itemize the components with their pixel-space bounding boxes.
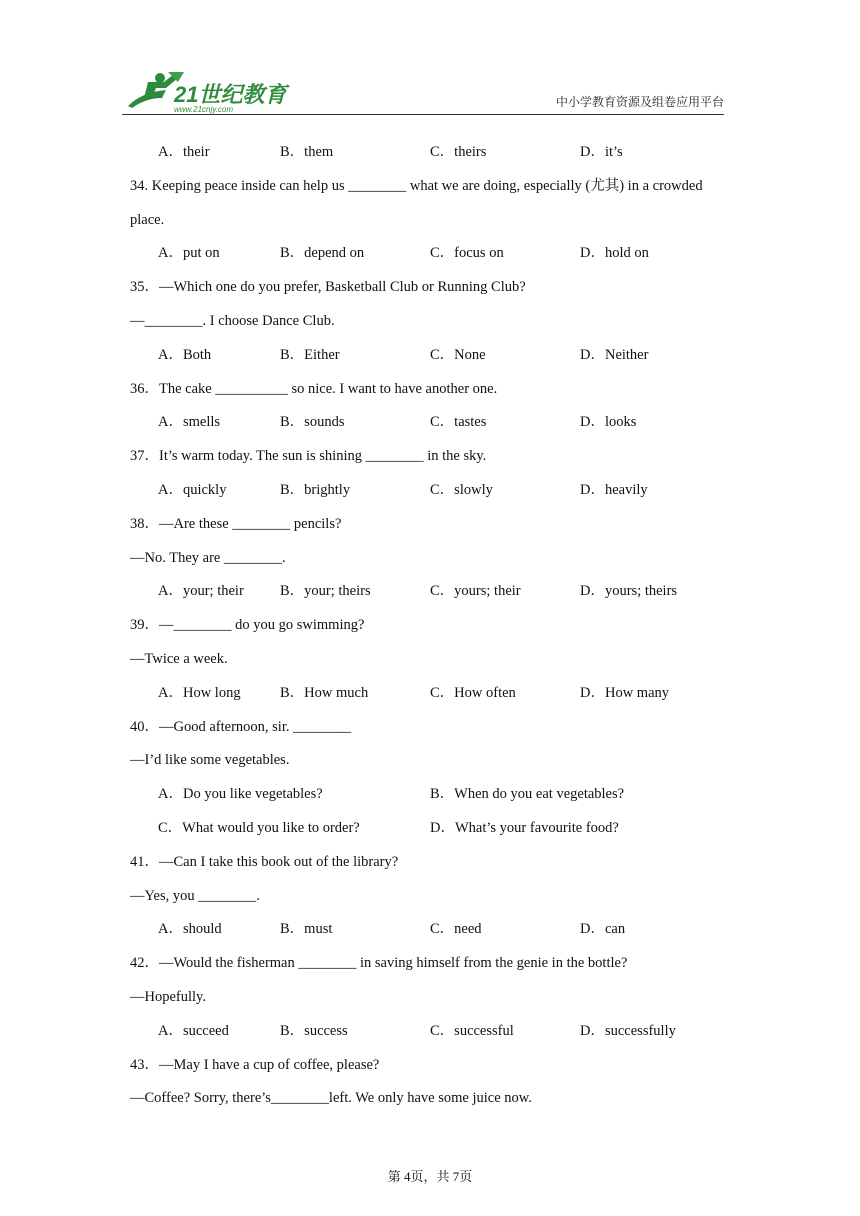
- q42-option-c[interactable]: C．successful: [430, 1022, 514, 1039]
- q38-option-b[interactable]: B．your; theirs: [280, 583, 371, 600]
- q37-option-b[interactable]: B．brightly: [280, 482, 351, 498]
- q40-options: [130, 818, 730, 838]
- q34-option-b[interactable]: B．depend on: [280, 245, 365, 262]
- q43-stem-line: 43．—May I have a cup of coffee, please?: [130, 1056, 380, 1073]
- q42-stem-line: 42．—Would the fisherman ________ in saving himself from the genie in the bottle?: [130, 955, 628, 972]
- q35-option-b[interactable]: B．Either: [280, 346, 340, 363]
- q42-stem-line: —Hopefully.: [130, 989, 206, 1005]
- q35-options: [130, 345, 730, 365]
- q38-option-a[interactable]: A．your; their: [158, 583, 244, 600]
- q34-option-a[interactable]: A．put on: [158, 245, 220, 262]
- q36-option-c[interactable]: C．tastes: [430, 414, 487, 431]
- q41-option-a[interactable]: A．should: [158, 921, 222, 938]
- q39-option-b[interactable]: B．How much: [280, 684, 369, 701]
- page-number: 第 4页，共 7页: [387, 1169, 473, 1184]
- q33-option-d[interactable]: D．it’s: [580, 144, 623, 160]
- q41-option-c[interactable]: C．need: [430, 921, 482, 938]
- q41-stem-line: —Yes, you ________.: [130, 887, 260, 904]
- q33-option-a[interactable]: A．their: [158, 144, 210, 160]
- q41-option-d[interactable]: D．can: [580, 921, 626, 938]
- q37-option-c[interactable]: C．slowly: [430, 482, 493, 498]
- q36-stem-line: 36．The cake __________ so nice. I want to have another one.: [130, 380, 498, 397]
- q39-option-a[interactable]: A．How long: [158, 684, 241, 701]
- 21cnjy-logo: [122, 68, 297, 114]
- q38-stem-line: —No. They are ________.: [130, 549, 286, 566]
- q36-option-d[interactable]: D．looks: [580, 414, 637, 431]
- q34-stem-line: 34. Keeping peace inside can help us ________ what we are doing, especially (尤其) in a crowded: [130, 177, 703, 194]
- q36-option-a[interactable]: A．smells: [158, 414, 221, 431]
- logo-text: 21世纪教育: [174, 82, 287, 107]
- q39-option-c[interactable]: C．How often: [430, 684, 516, 701]
- q36-option-b[interactable]: B．sounds: [280, 414, 345, 431]
- q33-option-c[interactable]: C．theirs: [430, 144, 487, 160]
- q42-options: [130, 1021, 730, 1041]
- q39-option-d[interactable]: D．How many: [580, 684, 670, 701]
- q39-stem-line: —Twice a week.: [130, 651, 228, 667]
- q40-option-a[interactable]: A．Do you like vegetables?: [158, 786, 323, 803]
- q40-option-b[interactable]: B．When do you eat vegetables?: [430, 786, 625, 803]
- q34-stem-line: place.: [130, 211, 165, 228]
- q39-options: [130, 683, 730, 703]
- q35-option-d[interactable]: D．Neither: [580, 346, 649, 363]
- q35-stem-line: —________. I choose Dance Club.: [130, 313, 335, 329]
- q33-option-b[interactable]: B．them: [280, 144, 334, 160]
- q37-option-d[interactable]: D．heavily: [580, 482, 648, 498]
- q40-option-d[interactable]: D．What’s your favourite food?: [430, 820, 619, 836]
- page-header: [122, 68, 724, 115]
- q34-options: [130, 243, 730, 263]
- q34-option-c[interactable]: C．focus on: [430, 245, 504, 262]
- q34-option-d[interactable]: D．hold on: [580, 245, 649, 262]
- q40-stem-line: —I’d like some vegetables.: [130, 752, 290, 769]
- q37-stem-line: 37．It’s warm today. The sun is shining ________ in the sky.: [130, 448, 487, 465]
- q42-option-b[interactable]: B．success: [280, 1022, 348, 1039]
- q35-option-c[interactable]: C．None: [430, 346, 486, 363]
- q40-options: [130, 784, 730, 804]
- q37-option-a[interactable]: A．quickly: [158, 482, 227, 498]
- q40-option-c[interactable]: C．What would you like to order?: [158, 820, 360, 836]
- q35-stem-line: 35．—Which one do you prefer, Basketball Club or Running Club?: [130, 279, 526, 296]
- q43-stem-line: —Coffee? Sorry, there’s________left. We only have some juice now.: [130, 1090, 532, 1107]
- q38-options: [130, 581, 730, 601]
- q42-option-d[interactable]: D．successfully: [580, 1022, 676, 1039]
- q41-option-b[interactable]: B．must: [280, 921, 333, 938]
- q38-option-c[interactable]: C．yours; their: [430, 583, 521, 600]
- q38-stem-line: 38．—Are these ________ pencils?: [130, 515, 342, 532]
- q41-options: [130, 919, 730, 939]
- q39-stem-line: 39．—________ do you go swimming?: [130, 617, 365, 634]
- q33-options: [130, 142, 730, 162]
- q38-option-d[interactable]: D．yours; theirs: [580, 583, 678, 600]
- platform-title: 中小学教育资源及组卷应用平台: [555, 95, 724, 109]
- logo-url: www.21cnjy.com: [174, 105, 233, 114]
- q35-option-a[interactable]: A．Both: [158, 346, 212, 363]
- q37-options: [130, 480, 730, 500]
- q41-stem-line: 41．—Can I take this book out of the library?: [130, 853, 399, 870]
- q40-stem-line: 40．—Good afternoon, sir. ________: [130, 718, 352, 735]
- q42-option-a[interactable]: A．succeed: [158, 1022, 229, 1039]
- q36-options: [130, 412, 730, 432]
